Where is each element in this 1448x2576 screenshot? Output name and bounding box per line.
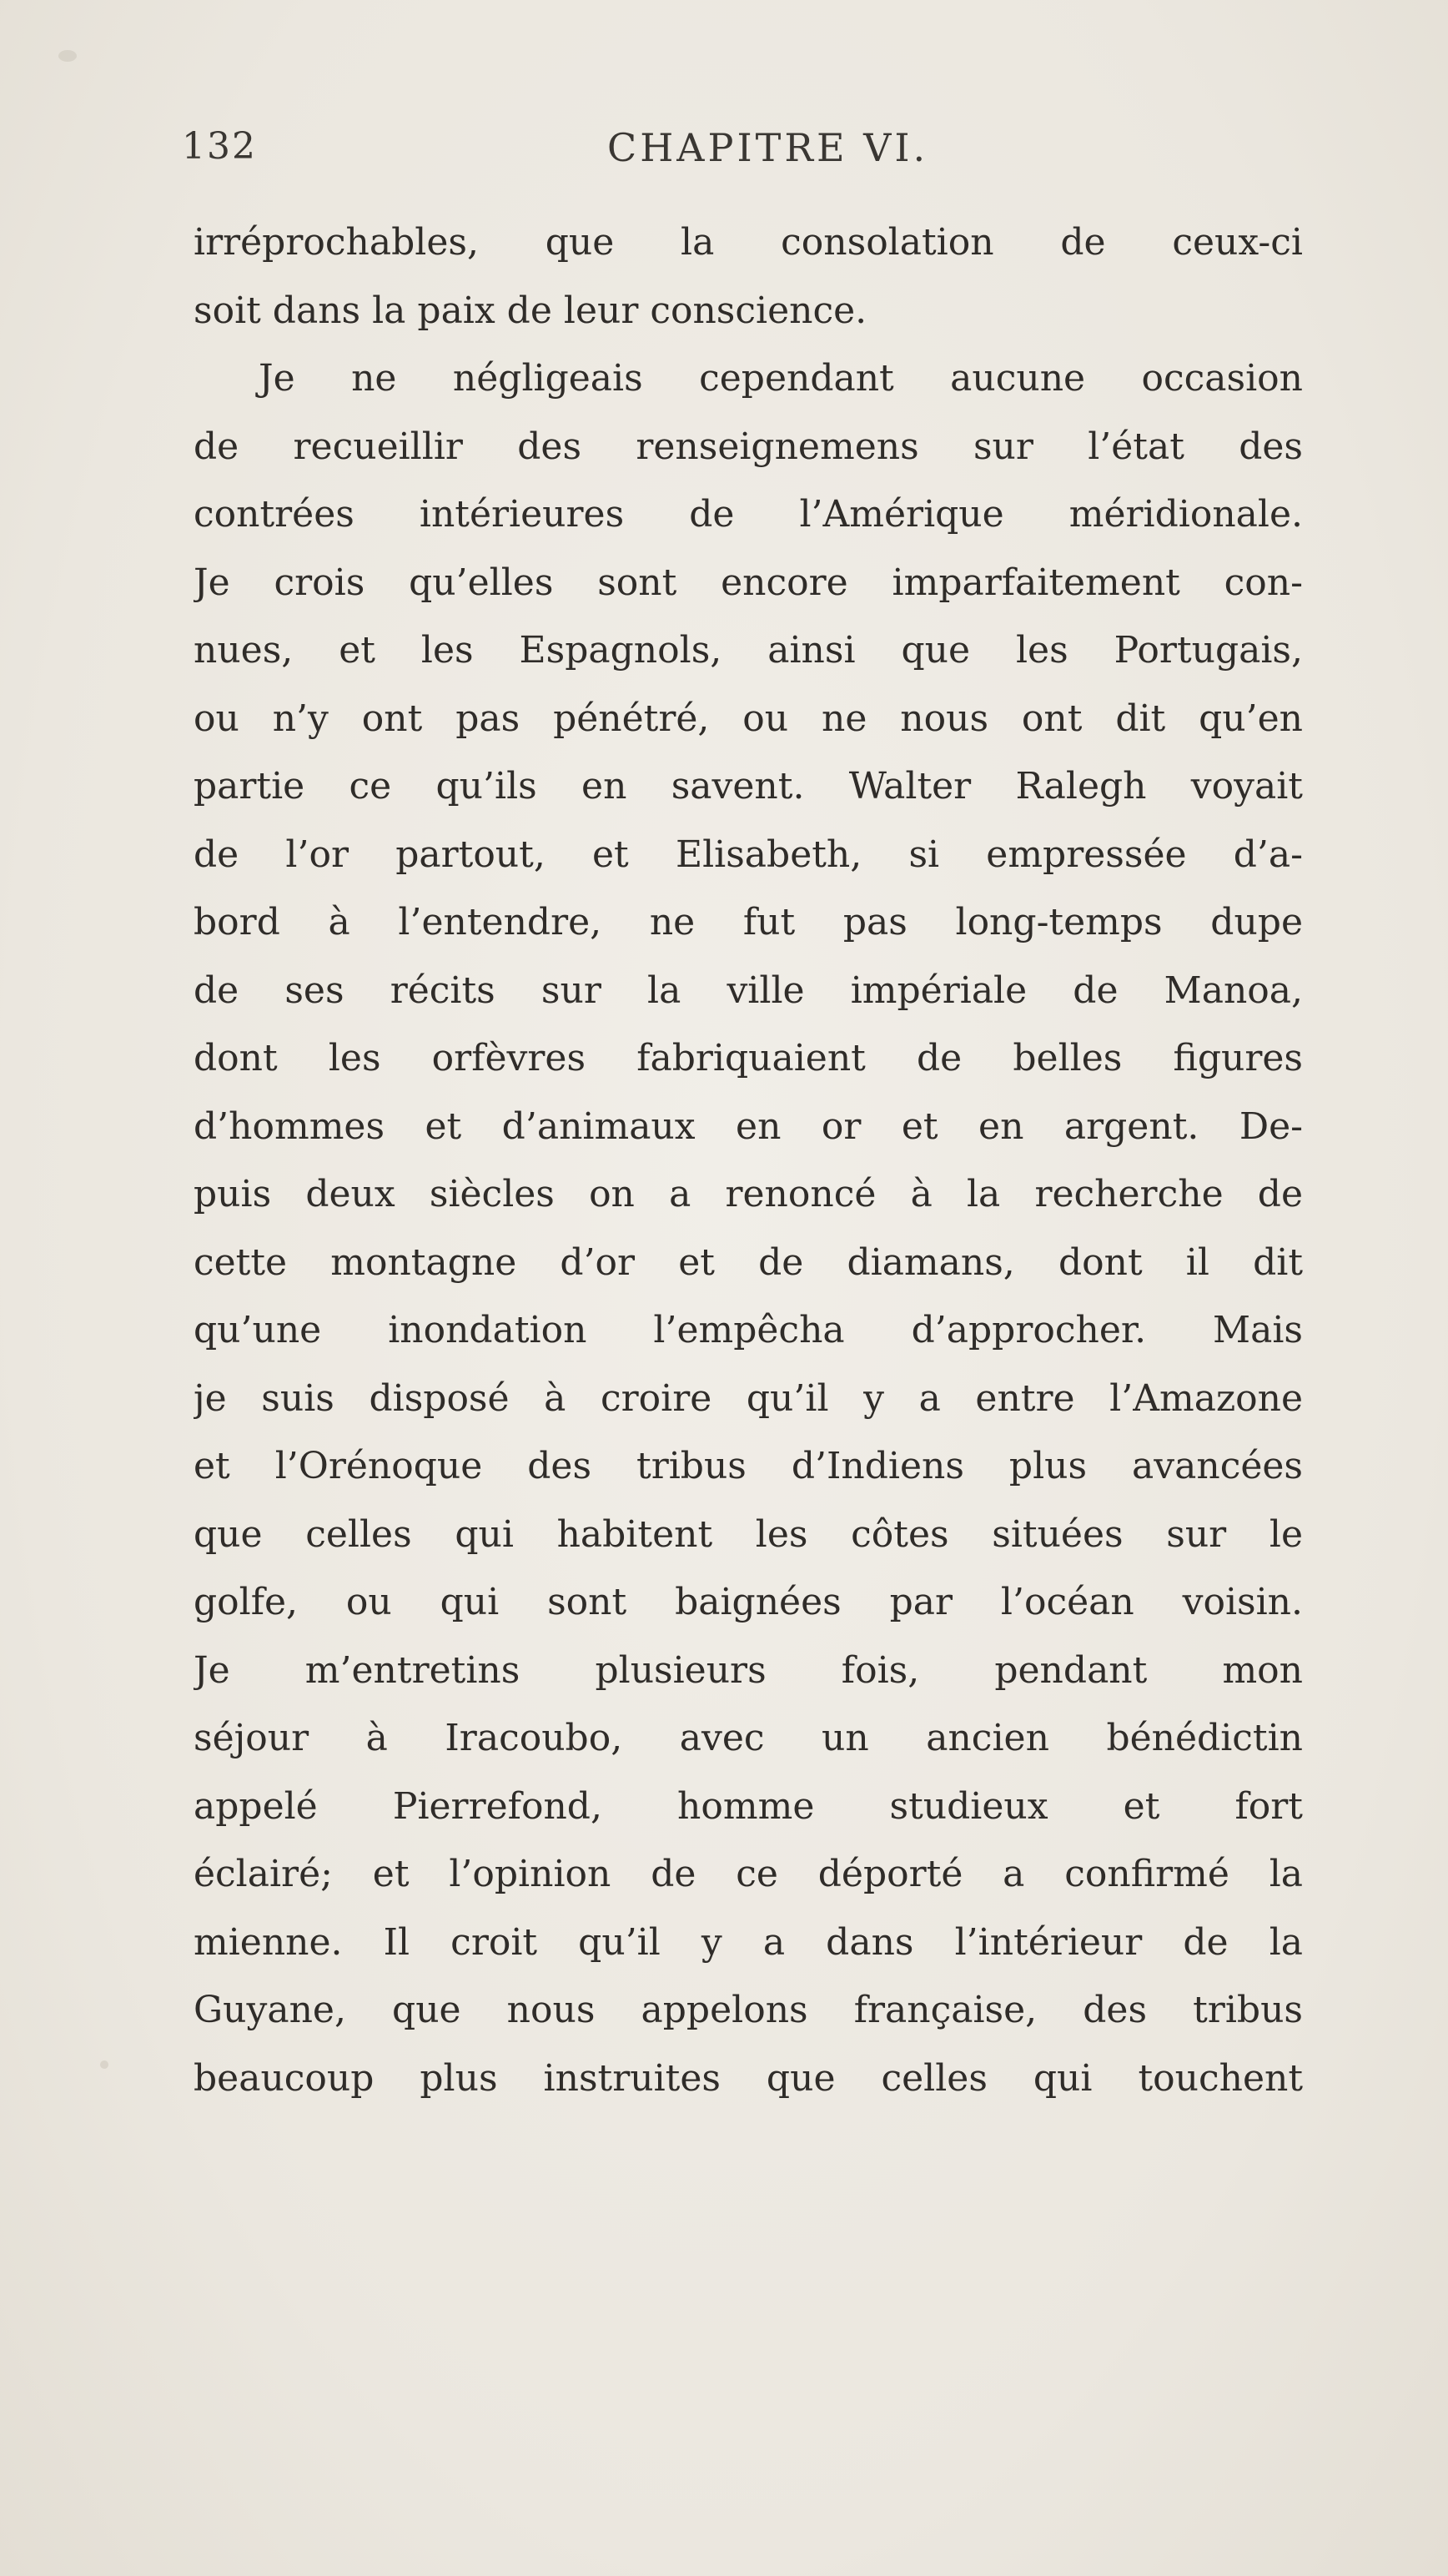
running-head: CHAPITRE VI. — [607, 125, 929, 170]
body-text — [194, 209, 1303, 2112]
text-line: golfe, ou qui sont baignées par l’océan voisin. — [194, 1581, 1303, 1623]
text-line: de recueillir des renseignemens sur l’état des — [194, 425, 1303, 468]
page-number: 132 — [182, 125, 257, 168]
text-line: ou n’y ont pas pénétré, ou ne nous ont dit qu’en — [194, 697, 1303, 740]
text-line: et l’Orénoque des tribus d’Indiens plus avancées — [194, 1445, 1303, 1487]
text-line: partie ce qu’ils en savent. Walter Ralegh voyait — [194, 765, 1303, 808]
text-line: irréprochables, que la consolation de ceux-ci — [194, 221, 1303, 264]
text-line: appelé Pierrefond, homme studieux et fort — [194, 1784, 1303, 1828]
text-line: séjour à Iracoubo, avec un ancien bénédictin — [194, 1717, 1303, 1759]
text-line: d’hommes et d’animaux en or et en argent. De- — [194, 1104, 1303, 1148]
text-line: bord à l’entendre, ne fut pas long-temps dupe — [194, 901, 1303, 943]
text-line: Je ne négligeais cependant aucune occasion — [259, 357, 1303, 400]
page-header — [182, 125, 1283, 184]
text-line: de ses récits sur la ville impériale de Manoa, — [194, 969, 1303, 1012]
text-line: éclairé; et l’opinion de ce déporté a confirmé la — [194, 1853, 1303, 1895]
text-line: de l’or partout, et Elisabeth, si empressée d’a- — [194, 833, 1303, 876]
text-line: cette montagne d’or et de diamans, dont il dit — [194, 1240, 1303, 1284]
text-line: soit dans la paix de leur conscience. — [194, 289, 867, 332]
text-line: qu’une inondation l’empêcha d’approcher. Mais — [194, 1309, 1303, 1351]
text-line: contrées intérieures de l’Amérique méridionale. — [194, 493, 1303, 536]
text-line: que celles qui habitent les côtes situées sur le — [194, 1512, 1303, 1556]
text-line: dont les orfèvres fabriquaient de belles figures — [194, 1037, 1303, 1079]
text-line: Guyane, que nous appelons française, des tribus — [194, 1989, 1303, 2031]
text-line: mienne. Il croit qu’il y a dans l’intérieur de la — [194, 1920, 1303, 1964]
paper-stain — [58, 50, 77, 62]
text-line: Je m’entretins plusieurs fois, pendant mon — [194, 1648, 1303, 1692]
text-line: je suis disposé à croire qu’il y a entre l’Amazone — [194, 1376, 1303, 1420]
text-line: puis deux siècles on a renoncé à la recherche de — [194, 1173, 1303, 1215]
text-line: beaucoup plus instruites que celles qui touchent — [194, 2056, 1303, 2100]
text-line: nues, et les Espagnols, ainsi que les Portugais, — [194, 629, 1303, 672]
text-line: Je crois qu’elles sont encore imparfaitement con- — [194, 561, 1303, 604]
paper-stain — [100, 2060, 108, 2069]
